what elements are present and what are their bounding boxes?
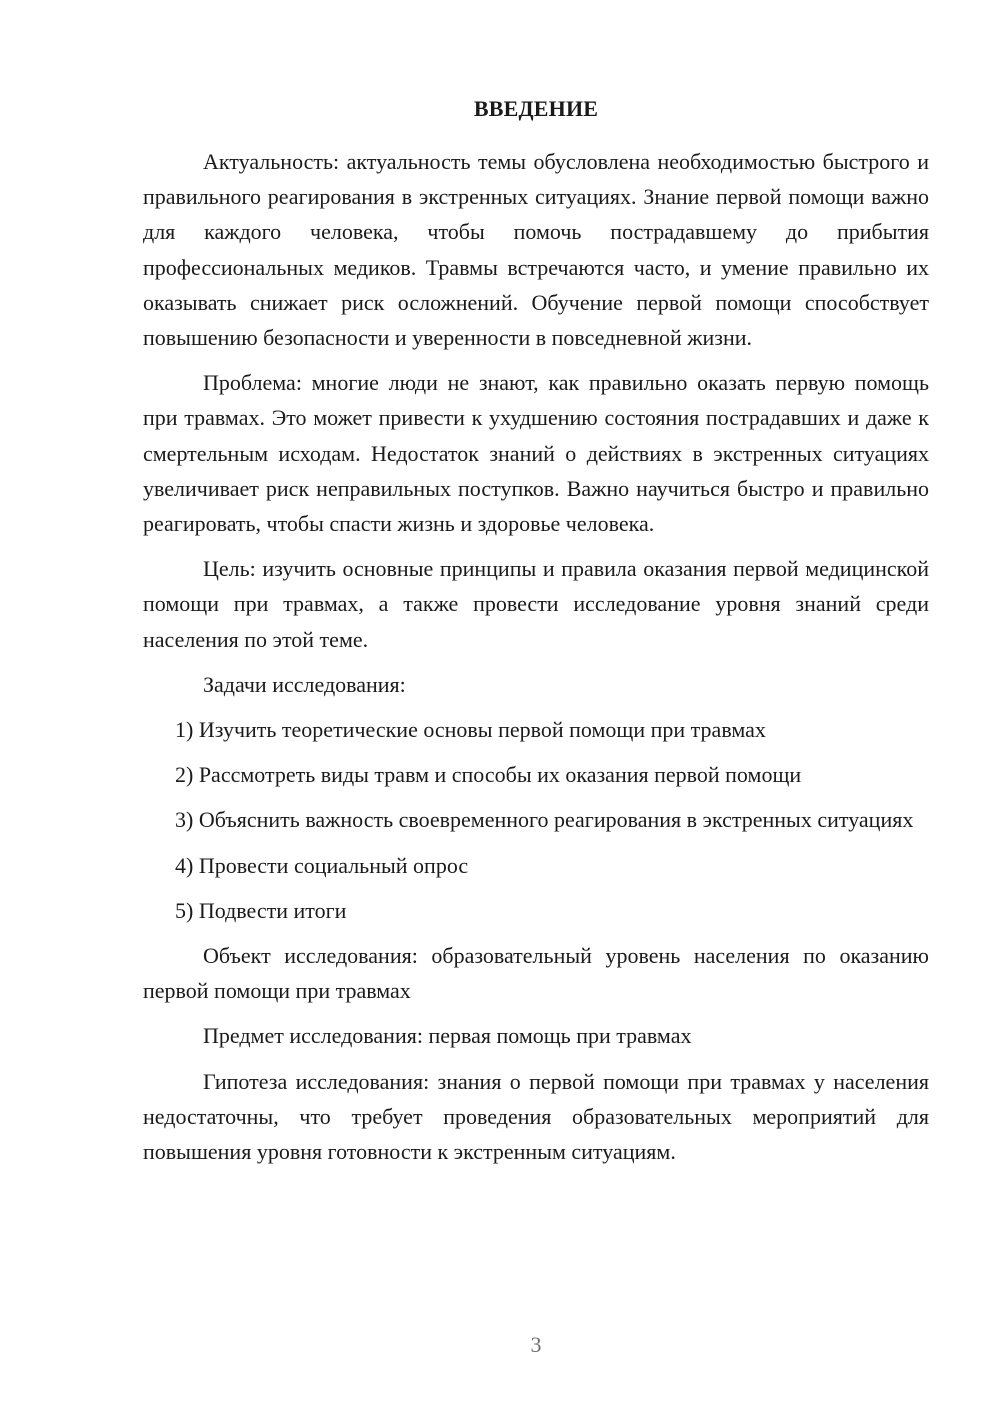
hypothesis-paragraph: Гипотеза исследования: знания о первой помощи при травмах у населения недостаточны, что требует проведения образовательных мероприятий для повышения уровня готовности к экстренным ситуациям.: [143, 1068, 929, 1165]
task-item: 4) Провести социальный опрос: [175, 852, 469, 878]
section-title: ВВЕДЕНИЕ: [473, 96, 599, 121]
relevance-paragraph: Актуальность: актуальность темы обусловлена необходимостью быстрого и правильного реагирования в экстренных ситуациях. Знание первой помощи важно для каждого человека, чтобы помочь пострадавшему до прибытия профессиональных медиков. Травмы встречаются часто, и умение правильно их оказывать снижает риск осложнений. Обучение первой помощи способствует повышению безопасности и уверенности в повседневной жизни.: [143, 149, 929, 351]
task-item: 1) Изучить теоретические основы первой помощи при травмах: [175, 717, 766, 743]
page-number: 3: [530, 1332, 542, 1357]
task-item: 5) Подвести итоги: [175, 897, 347, 923]
goal-paragraph: Цель: изучить основные принципы и правила оказания первой медицинской помощи при травмах, а также провести исследование уровня знаний среди населения по этой теме.: [143, 556, 929, 652]
tasks-heading: Задачи исследования:: [203, 671, 406, 697]
subject-paragraph: Предмет исследования: первая помощь при травмах: [203, 1023, 692, 1049]
task-item: 3) Объяснить важность своевременного реагирования в экстренных ситуациях: [175, 807, 914, 833]
object-paragraph: Объект исследования: образовательный уровень населения по оказанию первой помощи при травмах: [143, 943, 929, 1004]
document-body: [143, 144, 929, 1169]
problem-paragraph: Проблема: многие люди не знают, как правильно оказать первую помощь при травмах. Это может привести к ухудшению состояния пострадавших и даже к смертельным исходам. Недостаток знаний о действиях в экстренных ситуациях увеличивает риск неправильных поступков. Важно научиться быстро и правильно реагировать, чтобы спасти жизнь и здоровье человека.: [143, 370, 929, 537]
task-item: 2) Рассмотреть виды травм и способы их оказания первой помощи: [175, 762, 802, 788]
